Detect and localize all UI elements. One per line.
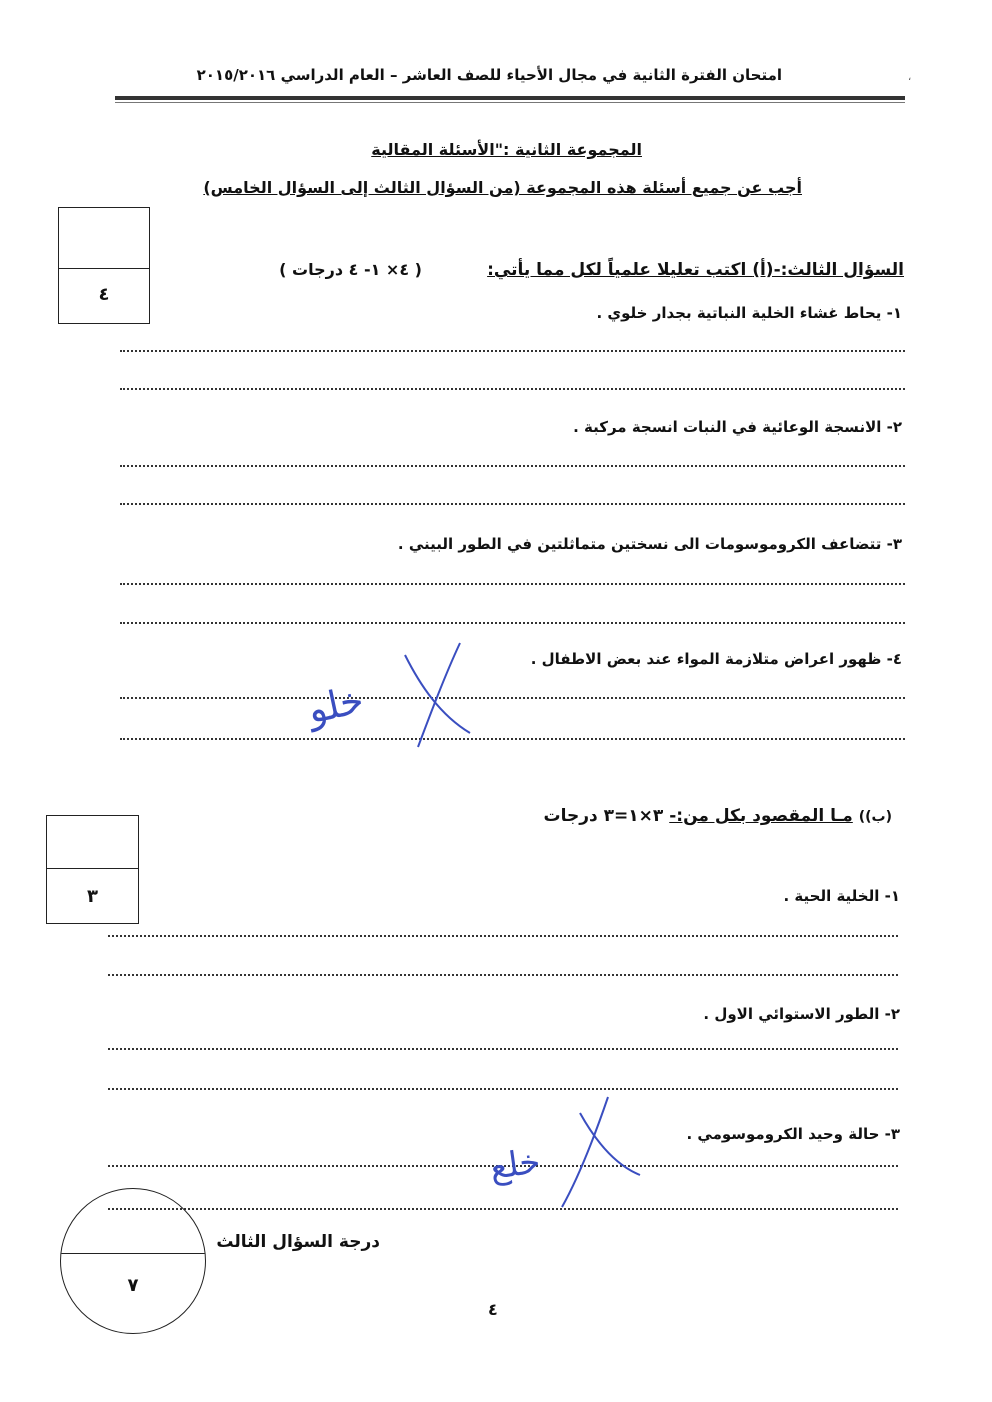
part-b-item-3: ٣- حالة وحيد الكروموسومي . [686,1125,900,1143]
answer-line[interactable] [120,697,905,699]
group-title: المجموعة الثانية :"الأسئلة المقالية [371,140,642,159]
question-total-circle [60,1188,206,1334]
answer-line[interactable] [108,1048,898,1050]
part-b-item-2: ٢- الطور الاستوائي الاول . [703,1005,900,1023]
margin-mark: ، [908,72,912,83]
answer-line[interactable] [120,583,905,585]
score-box-empty-cell [59,208,149,269]
score-box-part-b [46,815,139,924]
score-box-empty-cell [47,816,138,869]
question3-label: السؤال الثالث:-(أ) [752,260,904,280]
part-a-item-3: ٣- تتضاعف الكروموسومات الى نسختين متماثلتين في الطور البيني . [397,535,902,553]
answer-line[interactable] [120,503,905,505]
part-a-item-1: ١- يحاط غشاء الخلية النباتية بجدار خلوي . [596,304,902,322]
page-number: ٤ [488,1300,498,1319]
answer-line[interactable] [108,974,898,976]
part-b-item-1: ١- الخلية الحية . [783,887,900,905]
part-a-item-2: ٢- الانسجة الوعائية في النبات انسجة مركبة . [573,418,902,436]
answer-line[interactable] [120,388,905,390]
score-box-value: ٣ [87,886,98,907]
answer-line[interactable] [120,738,905,740]
question3-part-a-title [487,260,904,280]
handwritten-word-b: خلع [487,1141,543,1188]
answer-line[interactable] [120,465,905,467]
answer-line[interactable] [108,935,898,937]
question-total-value: ٧ [127,1275,139,1296]
score-box-value: ٤ [98,284,110,305]
circle-divider [61,1253,205,1254]
handwritten-cross-mark-a [300,635,490,755]
part-b-prefix: (ب)) [858,809,892,825]
header-divider-thin [115,102,905,103]
answer-line[interactable] [108,1088,898,1090]
answer-line[interactable] [120,350,905,352]
part-b-marks: ٣×١=٣ درجات [543,806,664,826]
question-total-label: درجة السؤال الثالث [216,1232,380,1252]
part-a-item-4: ٤- ظهور اعراض متلازمة المواء عند بعض الاطفال . [530,650,902,668]
question3-part-a-instruction: اكتب تعليلا علمياً لكل مما يأتي: [487,260,753,280]
score-box-part-a [58,207,150,324]
answer-line[interactable] [120,622,905,624]
part-b-instruction: مـا المقصود بكل من:- [669,806,853,826]
exam-header-title: امتحان الفترة الثانية في مجال الأحياء للصف العاشر – العام الدراسي ٢٠١٥/٢٠١٦ [196,66,782,84]
handwritten-cross-mark-b [480,1095,660,1215]
group-instruction: أجب عن جميع أسئلة هذه المجموعة (من السؤال الثالث إلى السؤال الخامس) [203,178,802,197]
question3-part-a-marks: ( ٤× ١- ٤ درجات ) [279,260,422,279]
header-divider [115,96,905,100]
question3-part-b-title [543,806,892,826]
handwritten-word-a: خلو [303,677,368,732]
